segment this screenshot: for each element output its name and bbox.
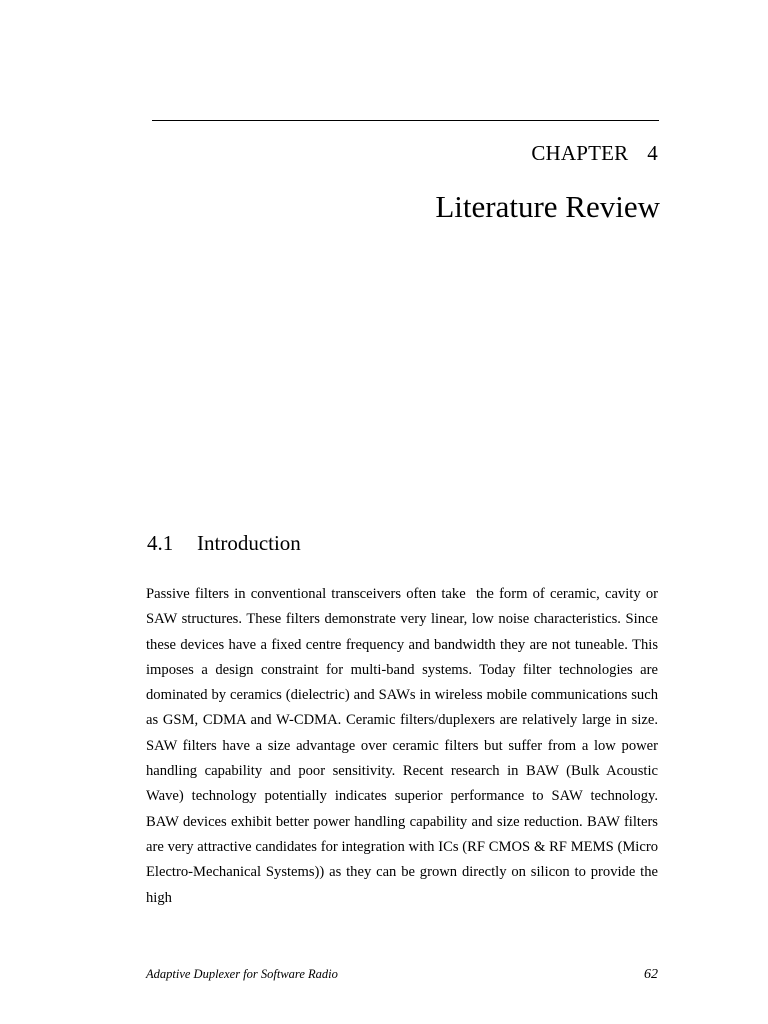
footer-document-title: Adaptive Duplexer for Software Radio — [146, 967, 338, 981]
chapter-label: CHAPTER 4 — [531, 141, 658, 165]
page-number: 62 — [644, 967, 658, 982]
section-title: Introduction — [197, 531, 301, 555]
chapter-top-rule — [152, 120, 659, 121]
section-number: 4.1 — [147, 531, 174, 555]
chapter-title: Literature Review — [435, 189, 660, 224]
body-paragraph: Passive filters in conventional transceivers often take the form of ceramic, cavity or SAW structures. These filters demonstrate very linear, low noise characteristics. Since these devices have a fixed centre frequency and bandwidth they are not tuneable. This imposes a design constraint for multi-band systems. Today filter technologies are dominated by ceramics (dielectric) and SAWs in wireless mobile communications such as GSM, CDMA and W-CDMA. Ceramic filters/duplexers are relatively large in size. SAW filters have a size advantage over ceramic filters but suffer from a low power handling capability and poor sensitivity. Recent research in BAW (Bulk Acoustic Wave) technology potentially indicates superior performance to SAW technology. BAW devices exhibit better power handling capability and size reduction. BAW filters are very attractive candidates for integration with ICs (RF CMOS & RF MEMS (Micro Electro-Mechanical Systems)) as they can be grown directly on silicon to provide the high — [146, 586, 662, 906]
section-heading — [147, 531, 301, 556]
